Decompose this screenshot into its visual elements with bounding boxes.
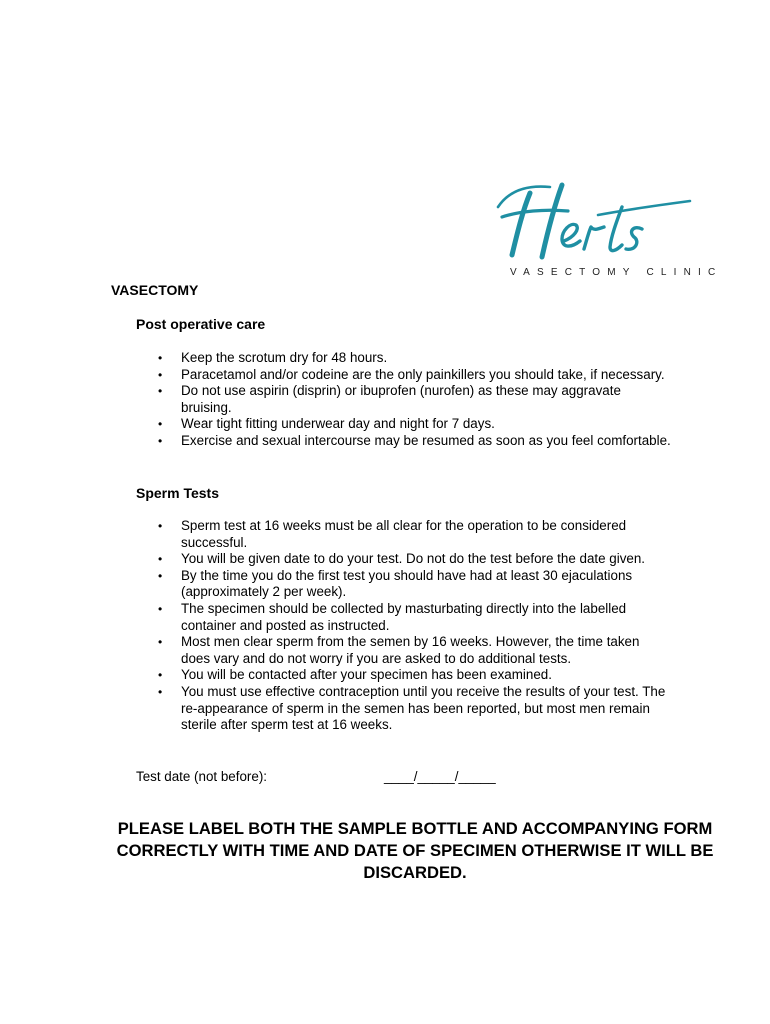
bullet-icon: • [158,433,163,448]
list-item [160,433,700,450]
list-item [160,350,700,367]
list-item [160,383,700,416]
sperm-tests-list [160,518,690,734]
test-date-label: Test date (not before): [136,769,268,784]
list-item-text: You will be contacted after your specimen has been examined. [181,667,552,683]
labelling-warning: PLEASE LABEL BOTH THE SAMPLE BOTTLE AND ACCOMPANYING FORM CORRECTLY WITH TIME AND DATE OF SPECIMEN OTHERWISE IT WILL BE DISCARDED. [116,819,714,882]
list-item [160,416,700,433]
bullet-icon: • [158,384,163,399]
list-item [160,684,690,734]
bullet-icon: • [158,684,163,699]
bullet-icon: • [158,568,163,583]
list-item-text: Do not use aspirin (disprin) or ibuprofen (nurofen) as these may aggravate bruising. [181,383,621,415]
sperm-tests-heading: Sperm Tests [136,485,219,501]
list-item [160,568,690,601]
logo-tagline: VASECTOMY CLINIC [510,267,723,278]
list-item-text: Wear tight fitting underwear day and night for 7 days. [181,416,495,432]
list-item-text: The specimen should be collected by masturbating directly into the labelled container and posted as instructed. [181,600,627,633]
list-item-text: By the time you do the first test you should have had at least 30 ejaculations (approximately 2 per week). [181,567,633,600]
bullet-icon: • [158,519,163,533]
list-item [160,601,690,634]
bullet-icon: • [158,668,163,683]
bullet-icon: • [158,635,163,650]
list-item-text: You will be given date to do your test. Do not do the test before the date given. [181,551,646,567]
bullet-icon: • [158,417,163,432]
list-item-text: Exercise and sexual intercourse may be resumed as soon as you feel comfortable. [181,432,671,448]
test-date-field[interactable]: ____/_____/_____ [384,769,496,784]
list-item-text: Paracetamol and/or codeine are the only painkillers you should take, if necessary. [181,366,665,382]
bullet-icon: • [158,367,163,382]
list-item [160,367,700,384]
post-operative-heading: Post operative care [136,316,266,332]
bullet-icon: • [158,601,163,616]
list-item-text: You must use effective contraception until you receive the results of your test. The re-appearance of sperm in the semen has been reported, but most men remain sterile after sperm test at 16 weeks. [181,683,666,733]
bullet-icon: • [158,552,163,567]
list-item-text: Keep the scrotum dry for 48 hours. [181,350,388,365]
list-item-text: Most men clear sperm from the semen by 16 weeks. However, the time taken does vary and do not worry if you are asked to do additional tests. [181,634,640,666]
list-item [160,634,690,667]
herts-wordmark-logo [490,175,700,270]
list-item [160,551,690,568]
clinic-logo [490,175,723,285]
bullet-icon: • [158,351,163,365]
list-item-text: Sperm test at 16 weeks must be all clear for the operation to be considered successful. [181,518,627,550]
list-item [160,518,690,551]
list-item [160,667,690,684]
post-operative-list [160,350,700,450]
document-title: VASECTOMY [111,282,199,298]
